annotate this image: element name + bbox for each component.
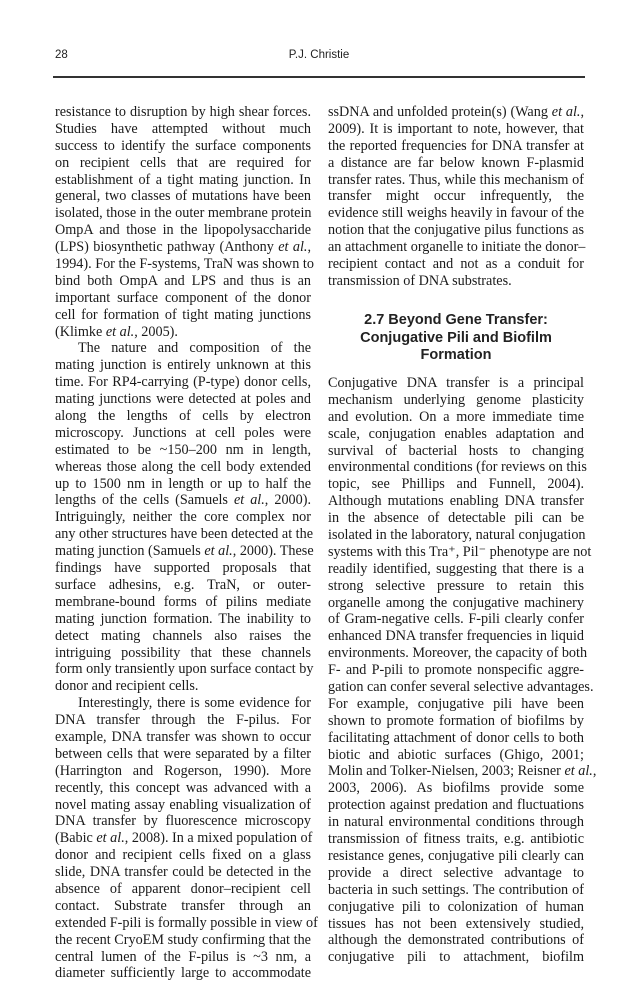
text-line: readily identified, suggesting that there is a	[328, 560, 584, 577]
text-line: in natural environmental conditions through	[328, 814, 584, 831]
text-line: mating junction is entirely unknown at this	[55, 357, 311, 374]
text-line: mating junction (Samuels et al., 2000). These	[55, 543, 314, 560]
text-line: For example, conjugative pili have been	[328, 695, 584, 712]
text-line: on recipient cells that are required for	[55, 154, 311, 171]
text-line: up to 1500 nm in length or up to half the	[55, 475, 311, 492]
text-line: success to identify the surface components	[55, 137, 311, 154]
text-line: general, two classes of mutations have been	[55, 188, 311, 205]
text-line: bacteria in such settings. The contribution of	[328, 881, 584, 898]
text-line: although the demonstrated contributions of	[328, 932, 584, 949]
text-line: Conjugative DNA transfer is a principal	[328, 375, 584, 391]
paragraph	[328, 375, 597, 966]
text-line: any other structures have been detected at the	[55, 526, 314, 543]
running-head: P.J. Christie	[288, 49, 350, 61]
text-line: slide, DNA transfer could be detected in the	[55, 864, 311, 881]
text-line: facilitating attachment of donor cells to both	[328, 729, 584, 746]
section-heading-line: 2.7 Beyond Gene Transfer:	[364, 312, 548, 328]
text-line: membrane-bound forms of pilins mediate	[55, 593, 311, 610]
text-line: the reported frequencies for DNA transfer at	[328, 137, 584, 154]
text-line: bind both OmpA and LPS and thus is an	[55, 272, 311, 289]
section-heading-line: Formation	[420, 347, 492, 363]
section-heading	[328, 312, 584, 365]
text-line: biotic and abiotic surfaces (Ghigo, 2001;	[328, 746, 584, 763]
text-line: an attachment organelle to initiate the donor–	[328, 239, 586, 256]
text-line: isolated in the laboratory, natural conjugation	[328, 527, 586, 544]
text-line: DNA transfer through the F-pilus. For	[55, 712, 311, 729]
text-line: along the lengths of cells by electron	[55, 408, 311, 425]
text-line: novel mating assay enabling visualization of	[55, 796, 311, 813]
text-line: DNA transfer by fluorescence microscopy	[55, 813, 311, 830]
text-line: ssDNA and unfolded protein(s) (Wang et al.,	[328, 104, 584, 120]
text-line: mating junctions were detected at poles and	[55, 391, 311, 408]
text-line: between cells that were separated by a filter	[55, 745, 311, 762]
text-line: lengths of the cells (Samuels et al., 2000).	[55, 492, 311, 509]
text-line: diameter sufficiently large to accommodate	[55, 965, 311, 982]
paragraph	[55, 695, 318, 982]
text-line: F- and P-pili to promote nonspecific aggre-	[328, 662, 584, 679]
text-line: resistance to disruption by high shear forces.	[55, 104, 311, 120]
text-line: findings have supported proposals that	[55, 560, 311, 577]
text-line: 2003, 2006). As biofilms provide some	[328, 780, 584, 797]
text-line: detect mating channels also raises the	[55, 627, 311, 644]
text-line: donor and recipient cells fixed on a glass	[55, 847, 311, 864]
text-line: isolated, those in the outer membrane protein	[55, 205, 312, 222]
text-line: intriguing possibility that these channels	[55, 644, 311, 661]
paragraph	[55, 104, 314, 340]
text-line: 1994). For the F-systems, TraN was shown to	[55, 256, 314, 273]
text-line: (Harrington and Rogerson, 1990). More	[55, 762, 311, 779]
text-line: contact. Substrate transfer through an	[55, 897, 311, 914]
text-line: scale, conjugation enables adaptation and	[328, 425, 584, 442]
text-line: cell for formation of tight mating junctions	[55, 306, 311, 323]
text-line: conjugative pili to colonization of human	[328, 898, 584, 915]
text-line: central lumen of the F-pilus is ~3 nm, a	[55, 948, 311, 965]
text-line: enhanced DNA transfer frequencies in liquid	[328, 628, 584, 645]
text-line: extended F-pili is formally possible in view of	[55, 914, 318, 931]
text-line: important surface component of the donor	[55, 289, 311, 306]
text-line: (Babic et al., 2008). In a mixed population of	[55, 830, 313, 847]
text-line: gation can confer several selective advantages.	[328, 679, 594, 696]
section-heading-line: Conjugative Pili and Biofilm	[360, 329, 552, 346]
text-line: strong selective pressure to retain this	[328, 577, 584, 594]
text-line: mating junction formation. The inability to	[55, 610, 311, 627]
text-line: of Gram-negative cells. F-pili clearly confer	[328, 611, 584, 628]
text-line: recently, this concept was advanced with a	[55, 779, 311, 796]
text-line: The nature and composition of the	[78, 340, 311, 357]
text-line: (Klimke et al., 2005).	[55, 323, 178, 340]
paragraph	[55, 340, 314, 695]
text-line: establishment of a tight mating junction. In	[55, 171, 311, 188]
text-line: transmission of fitness traits, e.g. antibiotic	[328, 831, 584, 848]
text-line: provide a direct selective advantage to	[328, 864, 584, 881]
text-line: evidence still weighs heavily in favour of the	[328, 205, 584, 222]
text-line: OmpA and those in the lipopolysaccharide	[55, 222, 311, 239]
text-line: surface adhesins, e.g. TraN, or outer-	[55, 576, 311, 593]
text-line: Molin and Tolker-Nielsen, 2003; Reisner et al.,	[328, 763, 597, 780]
text-line: environmental conditions (for reviews on this	[328, 459, 587, 476]
text-line: conjugative pili to attachment, biofilm	[328, 949, 584, 966]
text-line: transfer might occur infrequently, the	[328, 188, 584, 205]
text-line: 2009). It is important to note, however, that	[328, 120, 584, 137]
text-line: organelle among the conjugative machinery	[328, 594, 584, 611]
paragraph	[328, 104, 584, 290]
text-line: (LPS) biosynthetic pathway (Anthony et al.,	[55, 239, 311, 256]
text-line: shown to promote formation of biofilms by	[328, 712, 584, 729]
text-line: microscopy. Junctions at cell poles were	[55, 424, 311, 441]
text-line: topic, see Phillips and Funnell, 2004).	[328, 476, 584, 493]
right-column-top	[328, 104, 584, 290]
header-rule	[53, 76, 585, 78]
text-line: transfer rates. Thus, while this mechanism of	[328, 171, 584, 188]
text-line: the recent CryoEM study confirming that the	[55, 931, 311, 948]
text-line: in the absence of detectable pili can be	[328, 510, 584, 527]
text-line: tissues has not been extensively studied,	[328, 915, 584, 932]
text-line: Intriguingly, neither the core complex nor	[55, 509, 311, 526]
text-line: resistance genes, conjugative pili clearly can	[328, 847, 584, 864]
text-line: mechanism underlying genome plasticity	[328, 391, 584, 408]
text-line: systems with this Tra⁺, Pil⁻ phenotype are not	[328, 543, 592, 560]
text-line: Studies have attempted without much	[55, 120, 311, 137]
text-line: protection against predation and fluctuations	[328, 797, 584, 814]
right-column-bottom	[328, 375, 597, 966]
text-line: time. For RP4-carrying (P-type) donor cells,	[55, 374, 311, 391]
text-line: notion that the conjugative pilus functions as	[328, 222, 584, 239]
left-column	[55, 104, 318, 982]
text-line: and evolution. On a more immediate time	[328, 408, 584, 425]
text-line: a distance are far below known F-plasmid	[328, 154, 584, 171]
text-line: Although mutations enabling DNA transfer	[328, 493, 584, 510]
text-line: absence of apparent donor–recipient cell	[55, 880, 311, 897]
text-line: recipient contact and not as a conduit for	[328, 256, 584, 273]
text-line: transmission of DNA substrates.	[328, 272, 512, 289]
text-line: example, DNA transfer was shown to occur	[55, 728, 311, 745]
text-line: Interestingly, there is some evidence for	[78, 695, 311, 712]
text-line: estimated to be ~150–200 nm in length,	[55, 441, 311, 458]
text-line: whereas those along the cell body extended	[55, 458, 311, 475]
text-line: survival of bacterial hosts to changing	[328, 442, 584, 459]
text-line: environments. Moreover, the capacity of both	[328, 645, 588, 662]
page-number: 28	[55, 49, 68, 61]
text-line: form only transiently upon surface contact by	[55, 661, 314, 678]
text-line: donor and recipient cells.	[55, 678, 199, 695]
